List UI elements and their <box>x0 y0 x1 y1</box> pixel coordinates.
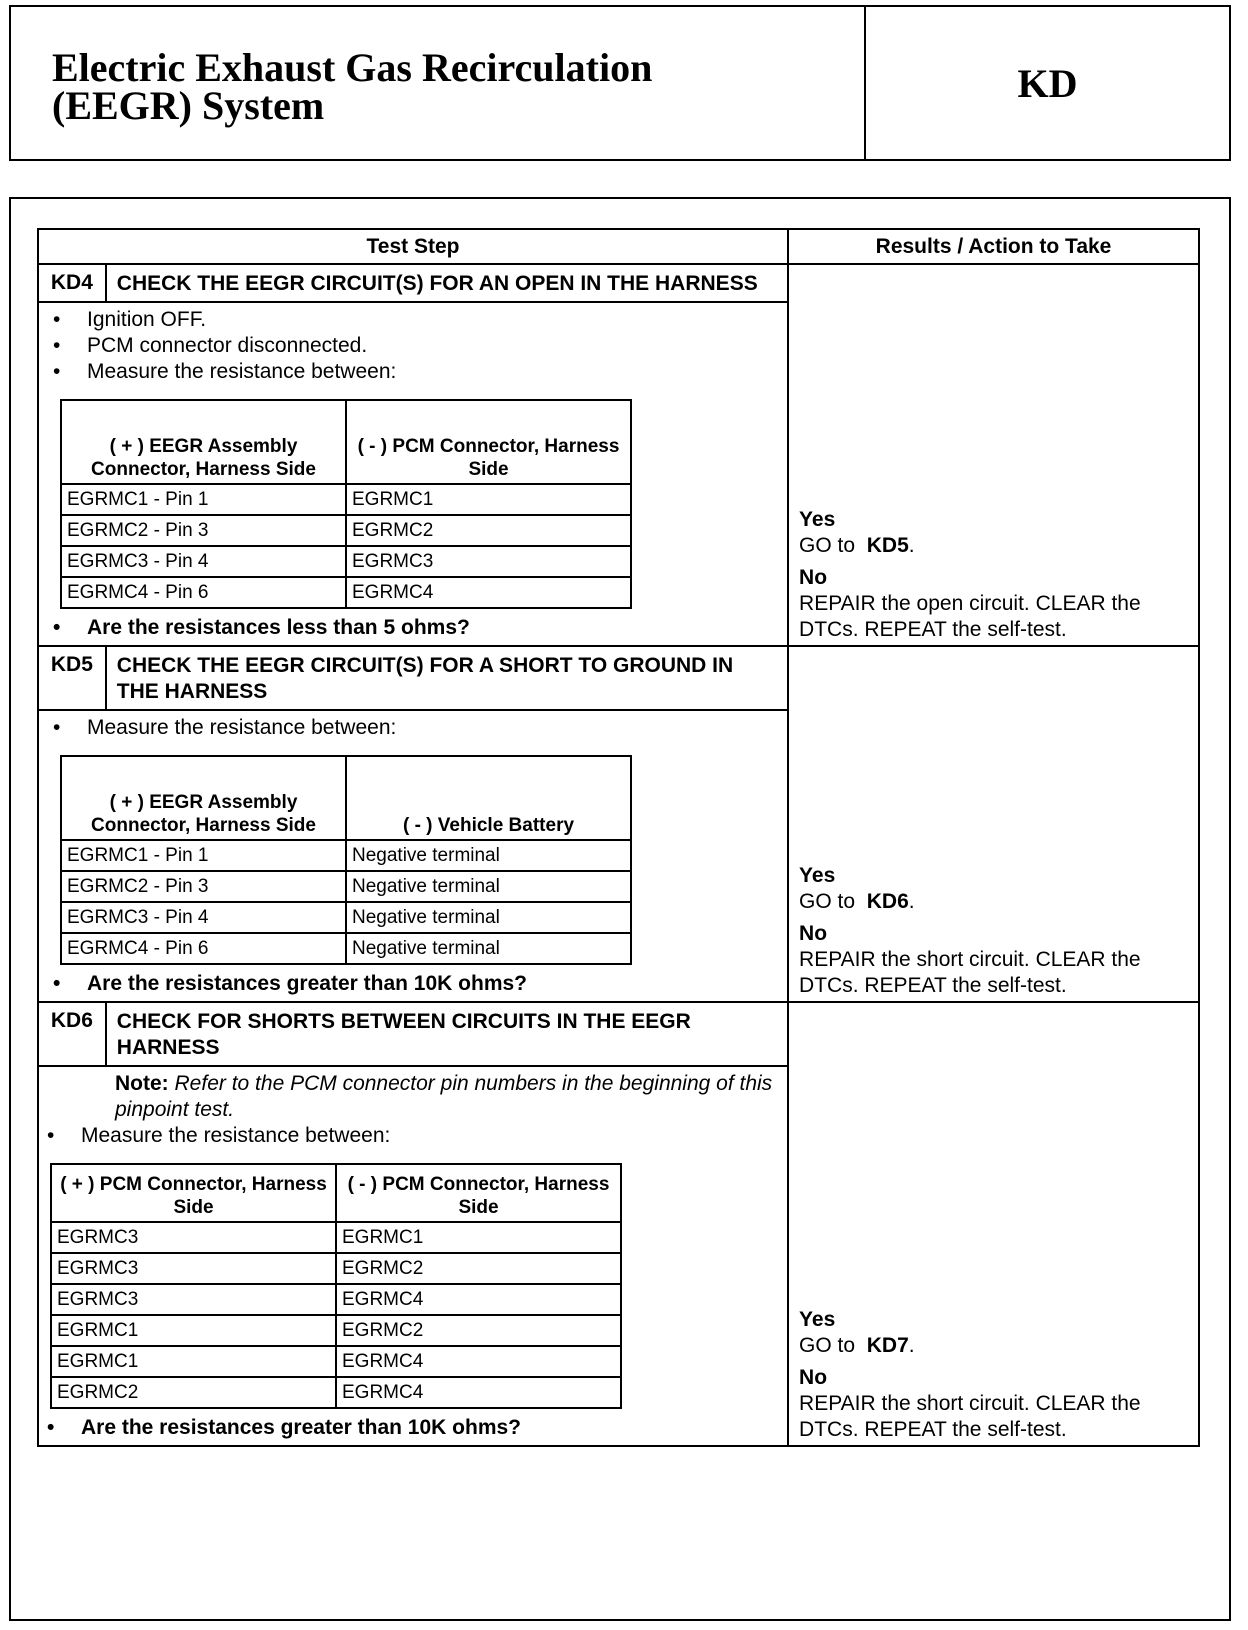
yes-text: GO to <box>799 1334 856 1357</box>
step-body <box>38 1066 788 1446</box>
column-header-test-step: Test Step <box>38 229 788 264</box>
pin-positive: EGRMC1 <box>51 1315 336 1346</box>
step-kd6-title-row <box>38 1002 1199 1066</box>
pin-positive: EGRMC3 <box>51 1284 336 1315</box>
table-header-row <box>38 229 1199 264</box>
pin-negative: EGRMC4 <box>336 1346 621 1377</box>
pinpoint-test-table <box>37 228 1200 1447</box>
no-action: REPAIR the short circuit. CLEAR the DTCs. REPEAT the self-test. <box>799 1392 1141 1441</box>
pin-positive: EGRMC3 <box>51 1222 336 1253</box>
pin-row <box>61 546 631 577</box>
instruction-item: • Measure the resistance between: <box>53 359 777 385</box>
pin-row <box>51 1222 621 1253</box>
pin-header-negative: ( - ) PCM Connector, Harness Side <box>336 1164 621 1222</box>
pin-row <box>61 577 631 608</box>
step-instructions <box>49 715 777 741</box>
yes-label: Yes <box>799 1308 836 1331</box>
pin-negative: EGRMC4 <box>336 1284 621 1315</box>
pin-negative: EGRMC2 <box>336 1253 621 1284</box>
page-title-line1: Electric Exhaust Gas Recirculation <box>52 45 653 90</box>
pin-table-header <box>61 756 631 840</box>
step-kd5-results <box>788 646 1199 1002</box>
pin-negative: EGRMC1 <box>346 484 631 515</box>
no-label: No <box>799 922 828 945</box>
page-title <box>11 7 866 159</box>
pin-positive: EGRMC3 - Pin 4 <box>61 546 346 577</box>
pin-negative: EGRMC2 <box>346 515 631 546</box>
page-title-line2: (EEGR) System <box>52 83 325 128</box>
pin-negative: Negative terminal <box>346 871 631 902</box>
instruction-item: • Measure the resistance between: <box>47 1123 777 1149</box>
step-title: CHECK THE EEGR CIRCUIT(S) FOR AN OPEN IN THE HARNESS <box>106 264 788 302</box>
pin-table-header <box>61 400 631 484</box>
pin-negative: EGRMC4 <box>346 577 631 608</box>
pin-positive: EGRMC3 - Pin 4 <box>61 902 346 933</box>
pin-negative: EGRMC1 <box>336 1222 621 1253</box>
pin-row <box>51 1284 621 1315</box>
yes-action: GO to KD5. <box>799 534 915 557</box>
pin-row <box>51 1253 621 1284</box>
question-item: • Are the resistances greater than 10K ohms? <box>53 971 777 997</box>
yes-action: GO to KD6. <box>799 890 915 913</box>
step-title: CHECK FOR SHORTS BETWEEN CIRCUITS IN THE EEGR HARNESS <box>106 1002 788 1066</box>
yes-target-link[interactable]: KD7 <box>866 1334 909 1357</box>
pin-negative: Negative terminal <box>346 933 631 964</box>
yes-target-link[interactable]: KD6 <box>866 890 909 913</box>
pin-positive: EGRMC1 - Pin 1 <box>61 840 346 871</box>
pin-negative: EGRMC2 <box>336 1315 621 1346</box>
no-label: No <box>799 566 828 589</box>
step-question <box>43 1415 777 1441</box>
pin-header-positive: ( + ) PCM Connector, Harness Side <box>51 1164 336 1222</box>
step-code: KD6 <box>38 1002 106 1066</box>
step-question <box>49 615 777 641</box>
pin-negative: Negative terminal <box>346 840 631 871</box>
pin-row <box>51 1377 621 1408</box>
pin-row <box>61 515 631 546</box>
no-label: No <box>799 1366 828 1389</box>
step-kd6-results <box>788 1002 1199 1446</box>
instruction-item: • Measure the resistance between: <box>53 715 777 741</box>
pin-header-positive: ( + ) EEGR Assembly Connector, Harness Side <box>61 400 346 484</box>
yes-text: GO to <box>799 890 856 913</box>
yes-text: GO to <box>799 534 856 557</box>
note-label: Note: <box>115 1072 169 1095</box>
note-text: Refer to the PCM connector pin numbers in the beginning of this pinpoint test. <box>115 1072 773 1121</box>
step-kd5-title-row <box>38 646 1199 710</box>
pin-row <box>51 1315 621 1346</box>
pin-measurement-table <box>60 399 632 609</box>
pin-row <box>61 871 631 902</box>
pin-positive: EGRMC2 - Pin 3 <box>61 515 346 546</box>
step-instructions <box>43 1123 777 1149</box>
yes-action: GO to KD7. <box>799 1334 915 1357</box>
pin-row <box>61 933 631 964</box>
step-code: KD5 <box>38 646 106 710</box>
step-question <box>49 971 777 997</box>
pin-row <box>61 484 631 515</box>
pin-header-positive: ( + ) EEGR Assembly Connector, Harness Side <box>61 756 346 840</box>
question-item: • Are the resistances less than 5 ohms? <box>53 615 777 641</box>
step-body <box>38 710 788 1002</box>
yes-target-link[interactable]: KD5 <box>866 534 909 557</box>
instruction-item: • Ignition OFF. <box>53 307 777 333</box>
pin-negative: EGRMC4 <box>336 1377 621 1408</box>
step-title: CHECK THE EEGR CIRCUIT(S) FOR A SHORT TO GROUND IN THE HARNESS <box>106 646 788 710</box>
pin-positive: EGRMC2 - Pin 3 <box>61 871 346 902</box>
question-item: • Are the resistances greater than 10K ohms? <box>47 1415 777 1441</box>
pin-table-header <box>51 1164 621 1222</box>
pin-positive: EGRMC3 <box>51 1253 336 1284</box>
pin-header-negative: ( - ) PCM Connector, Harness Side <box>346 400 631 484</box>
step-instructions <box>49 307 777 385</box>
section-code: KD <box>1017 60 1078 106</box>
yes-label: Yes <box>799 508 836 531</box>
pin-row <box>51 1346 621 1377</box>
pin-measurement-table <box>60 755 632 965</box>
pin-positive: EGRMC1 - Pin 1 <box>61 484 346 515</box>
pin-positive: EGRMC2 <box>51 1377 336 1408</box>
no-action: REPAIR the open circuit. CLEAR the DTCs. REPEAT the self-test. <box>799 592 1141 641</box>
yes-label: Yes <box>799 864 836 887</box>
page-header <box>9 5 1231 161</box>
step-kd4-results <box>788 264 1199 646</box>
step-body <box>38 302 788 646</box>
pin-row <box>61 902 631 933</box>
pin-positive: EGRMC4 - Pin 6 <box>61 933 346 964</box>
pin-negative: EGRMC3 <box>346 546 631 577</box>
pin-header-negative: ( - ) Vehicle Battery <box>346 756 631 840</box>
column-header-results: Results / Action to Take <box>788 229 1199 264</box>
step-note <box>115 1071 777 1123</box>
instruction-item: • PCM connector disconnected. <box>53 333 777 359</box>
pin-measurement-table <box>50 1163 622 1409</box>
no-action: REPAIR the short circuit. CLEAR the DTCs. REPEAT the self-test. <box>799 948 1141 997</box>
step-code: KD4 <box>38 264 106 302</box>
pin-negative: Negative terminal <box>346 902 631 933</box>
step-kd4-title-row <box>38 264 1199 302</box>
pin-row <box>61 840 631 871</box>
pin-positive: EGRMC4 - Pin 6 <box>61 577 346 608</box>
pin-positive: EGRMC1 <box>51 1346 336 1377</box>
